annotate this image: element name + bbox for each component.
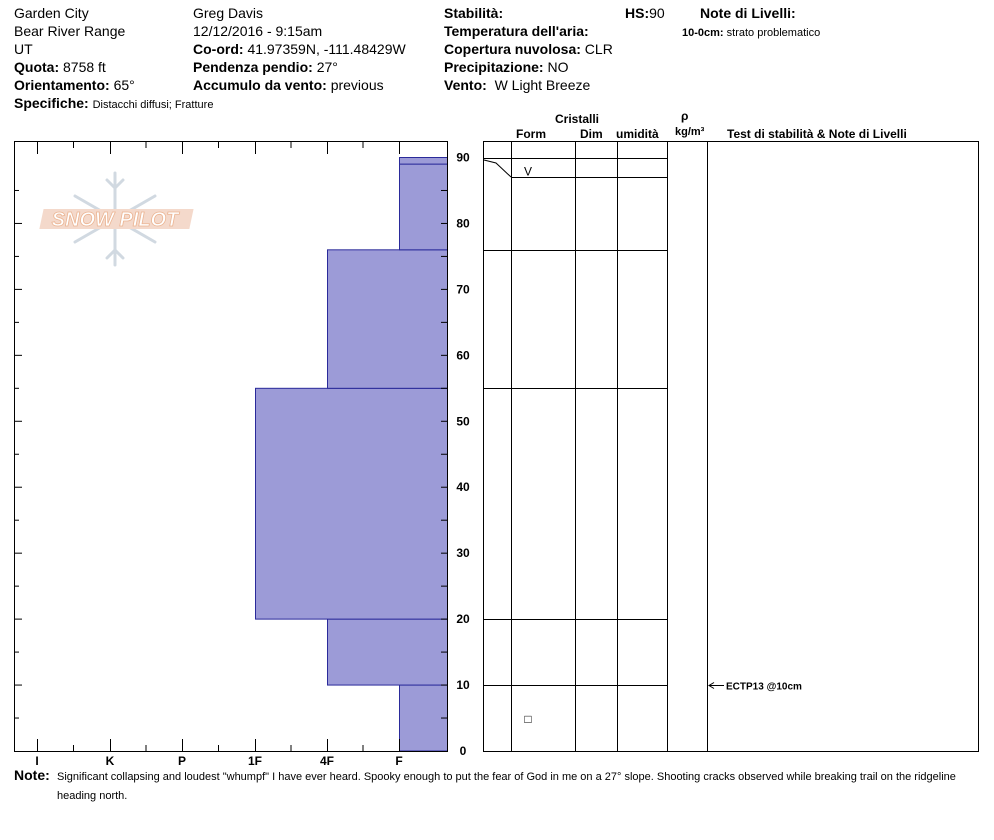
specifics-label: Specifiche: [14,95,89,111]
grain-form-symbol: V [523,164,533,179]
hardness-layer-bar [328,250,448,388]
air-temp-label: Temperatura dell'aria: [444,23,589,39]
elevation-value: 8758 ft [63,59,106,75]
slope-value: 27° [316,59,338,75]
stability-tests [709,682,802,693]
precip-value: NO [547,59,569,75]
elevation-label: Quota: [14,59,60,75]
crystals-header: Cristalli [555,112,600,126]
density-unit-header: kg/m³ [675,126,705,138]
hardness-tick-label: I [35,754,39,768]
wind-value: W Light Breeze [494,77,591,93]
grain-form-symbol: □ [524,712,532,727]
wind-label: Vento: [444,77,487,93]
left-axis-ticks [14,190,22,718]
coord-label: Co-ord: [193,41,244,57]
rho-header: ρ [681,109,689,123]
hs-label: HS: [625,5,650,21]
hardness-tick-label: P [177,754,187,768]
cloud-label: Copertura nuvolosa: [444,41,581,57]
note-label: Note: [14,767,50,783]
aspect-label: Orientamento: [14,77,110,93]
grain-forms [524,165,532,726]
height-tick-label: 0 [459,744,467,758]
state: UT [14,41,33,57]
location: Garden City [14,5,89,21]
observer: Greg Davis [193,5,264,21]
layer-table-frame [484,142,979,752]
slope-label: Pendenza pendio: [193,59,313,75]
humidity-header: umidità [616,127,659,141]
layer-notes-label: Note di Livelli: [700,5,796,21]
hardness-layer-bar [400,685,448,751]
height-tick-label: 30 [456,546,470,561]
note-text: Significant collapsing and loudest "whumpf" I have ever heard. Spooky enough to put the fear of God in me on a 27° slope. Shooting cracks observed while breaking trail on the ridgeline heading north. [57,771,956,802]
hardness-layer-bar [400,164,448,250]
hardness-layer-bar [400,158,448,165]
stability-test-label: ECTP13 @10cm [726,681,802,693]
height-tick-label: 80 [456,216,470,231]
hs-value: 90 [649,5,665,21]
stability-label: Stabilità: [444,5,504,21]
height-tick-label: 40 [456,480,470,495]
aspect-value: 65° [113,77,135,93]
hardness-tick-label: K [105,754,115,768]
snowpilot-logo [39,173,193,265]
hardness-tick-label: 4F [319,754,335,768]
hardness-layers [256,158,448,752]
coord-value: 41.97359N, -111.48429W [247,41,406,57]
precip-label: Precipitazione: [444,59,544,75]
wind-loading-label: Accumulo da vento: [193,77,327,93]
stability-tests-header: Test di stabilità & Note di Livelli [727,127,907,141]
form-header: Form [516,127,546,141]
layer-note-text: strato problematico [726,27,821,39]
hardness-layer-bar [328,619,448,685]
datetime: 12/12/2016 - 9:15am [193,23,323,39]
specifics-value: Distacchi diffusi; Fratture [92,99,214,111]
boundary-connector [484,160,511,177]
height-tick-label: 20 [456,612,470,627]
hardness-layer-bar [256,388,448,619]
height-tick-label: 50 [456,414,470,429]
logo-text: SNOW PILOT [51,209,179,231]
cloud-value: CLR [584,41,613,57]
height-tick-label: 10 [456,678,470,693]
height-tick-label: 70 [456,282,470,297]
wind-loading-value: previous [330,77,384,93]
height-tick-label: 60 [456,348,470,363]
height-tick-label: 90 [456,150,470,165]
dim-header: Dim [580,127,603,141]
layer-note-depth: 10-0cm: [682,27,724,39]
mountain-range: Bear River Range [14,23,126,39]
hardness-tick-label: F [395,754,403,768]
hardness-tick-label: 1F [247,754,263,768]
